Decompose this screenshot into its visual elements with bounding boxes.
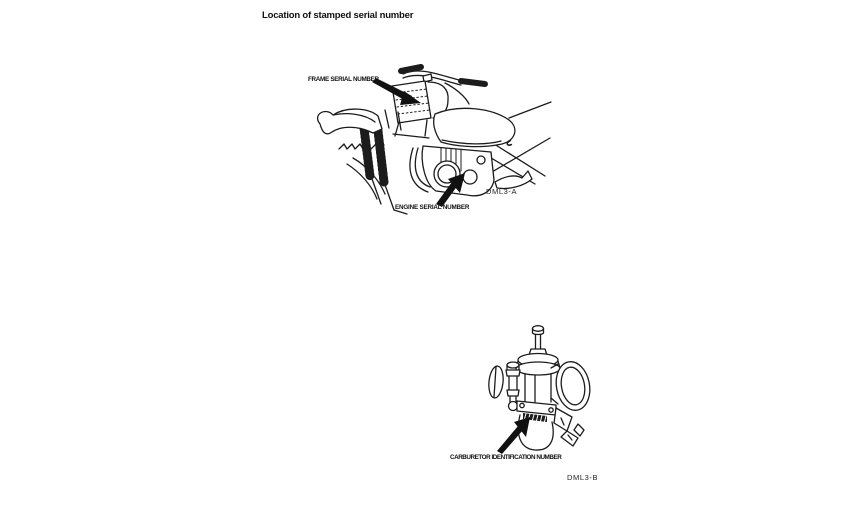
carburetor-line-art bbox=[487, 326, 593, 450]
engine-serial-number-label: ENGINE SERIAL NUMBER bbox=[395, 204, 470, 211]
choke-lever bbox=[487, 362, 520, 411]
figure-code-b: DML3-B bbox=[567, 473, 599, 482]
mounting-bracket bbox=[554, 408, 584, 446]
cable-adjuster bbox=[529, 326, 547, 355]
carburetor-identification-number-label: CARBURETOR IDENTIFICATION NUMBER bbox=[450, 454, 562, 461]
figure-code-a: DML3-A bbox=[486, 187, 518, 196]
frame-serial-number-label: FRAME SERIAL NUMBER bbox=[308, 76, 379, 83]
carburetor-id-arrow bbox=[497, 417, 530, 454]
fuel-tank bbox=[434, 108, 515, 146]
page-title: Location of stamped serial number bbox=[262, 10, 414, 21]
fork-gaiters bbox=[364, 128, 384, 182]
front-fender bbox=[318, 109, 382, 134]
